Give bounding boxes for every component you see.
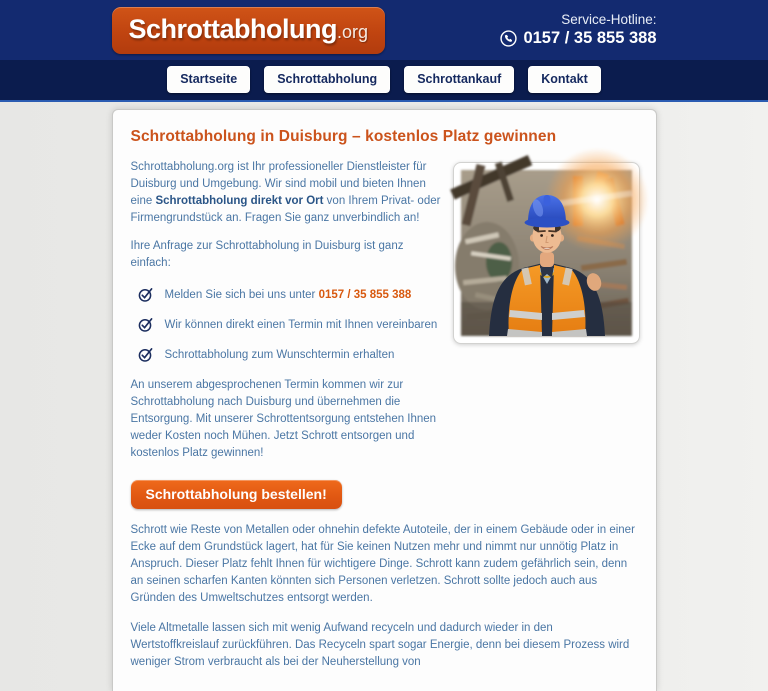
checklist-text: Schrottabholung zum Wunschtermin erhalten: [164, 349, 395, 362]
phone-icon: [500, 30, 517, 47]
top-header: [0, 0, 768, 60]
worker-photo: [453, 162, 640, 344]
text-column: [131, 159, 445, 509]
checklist-text-part: Melden Sie sich bei uns unter: [164, 289, 319, 302]
check-circle-icon: [138, 317, 154, 333]
content-card: [112, 109, 657, 691]
checklist-item: [138, 347, 445, 364]
hotline-number[interactable]: [500, 29, 656, 48]
logo-brand-text: Schrottabholung: [128, 13, 337, 44]
checklist-text: [165, 287, 412, 304]
body-paragraph: Schrott wie Reste von Metallen oder ohnehin defekte Autoteile, der in einem Gebäude oder in einer Ecke auf dem Grundstück lagert, hat für Sie keinen Nutzen mehr und nimmt nur unnötig Platz in Anspruch. Dieser Platz fehlt Ihnen für wichtigere Dinge. Schrott kann zudem gefährlich sein, denn an seinen scharfen Kanten könnten sich Personen verletzen. Schrott sollte jedoch auch aus Gründen des Umweltschutzes entsorgt werden.: [130, 524, 635, 605]
nav-item-startseite[interactable]: Startseite: [167, 66, 250, 93]
steps-intro: Ihre Anfrage zur Schrottabholung in Duisburg ist ganz einfach:: [130, 240, 404, 270]
hotline-number-text: 0157 / 35 855 388: [523, 29, 657, 47]
check-circle-icon: [138, 347, 154, 363]
checklist-item: [138, 287, 445, 304]
intro-paragraph: [131, 159, 445, 227]
nav-item-schrottabholung[interactable]: Schrottabholung: [264, 66, 390, 93]
photo-column: [453, 159, 640, 509]
page-title: Schrottabholung in Duisburg – kostenlos Platz gewinnen: [130, 128, 557, 145]
service-hotline: [500, 12, 656, 48]
nav-item-schrottankauf[interactable]: Schrottankauf: [404, 66, 514, 93]
main-nav: [0, 60, 768, 102]
checklist-phone-number[interactable]: 0157 / 35 855 388: [318, 289, 412, 302]
closing-paragraph: An unserem abgesprochenen Termin kommen wir zur Schrottabholung nach Duisburg und übernehmen die Entsorgung. Mit unserer Schrottentsorgung entstehen Ihnen weder Kosten noch Mühen. Jetzt Schrott entsorgen und kostenlos Platz gewinnen!: [130, 379, 437, 460]
intro-text-bold: Schrottabholung direkt vor Ort: [155, 195, 324, 208]
worker-photo-illustration: [461, 170, 632, 336]
checklist-item: [138, 317, 445, 334]
logo-tld-text: .org: [336, 21, 369, 42]
hotline-label: Service-Hotline:: [561, 12, 657, 27]
main-area: [0, 109, 768, 691]
intro-text-post: von Ihrem Privat- oder Firmengrundstück an. Fragen Sie ganz unverbindlich an!: [130, 195, 441, 225]
body-paragraph: Viele Altmetalle lassen sich mit wenig Aufwand recyceln und dadurch wieder in den Wertstoffkreislauf zurückführen. Das Recyceln spart sogar Energie, denn bei diesem Prozess wird weniger Strom verbraucht als bei der Neuherstellung von: [130, 622, 630, 669]
site-logo[interactable]: [112, 7, 386, 54]
checklist: [138, 287, 445, 364]
nav-item-kontakt[interactable]: Kontakt: [528, 66, 601, 93]
intro-text-pre: Schrottabholung.org ist Ihr professioneller Dienstleister für Duisburg und Umgebung. Wir sind mobil und bieten Ihnen eine: [130, 161, 427, 208]
check-circle-icon: [138, 287, 154, 303]
order-pickup-button[interactable]: Schrottabholung bestellen!: [131, 480, 342, 509]
checklist-text: Wir können direkt einen Termin mit Ihnen vereinbaren: [164, 319, 438, 332]
